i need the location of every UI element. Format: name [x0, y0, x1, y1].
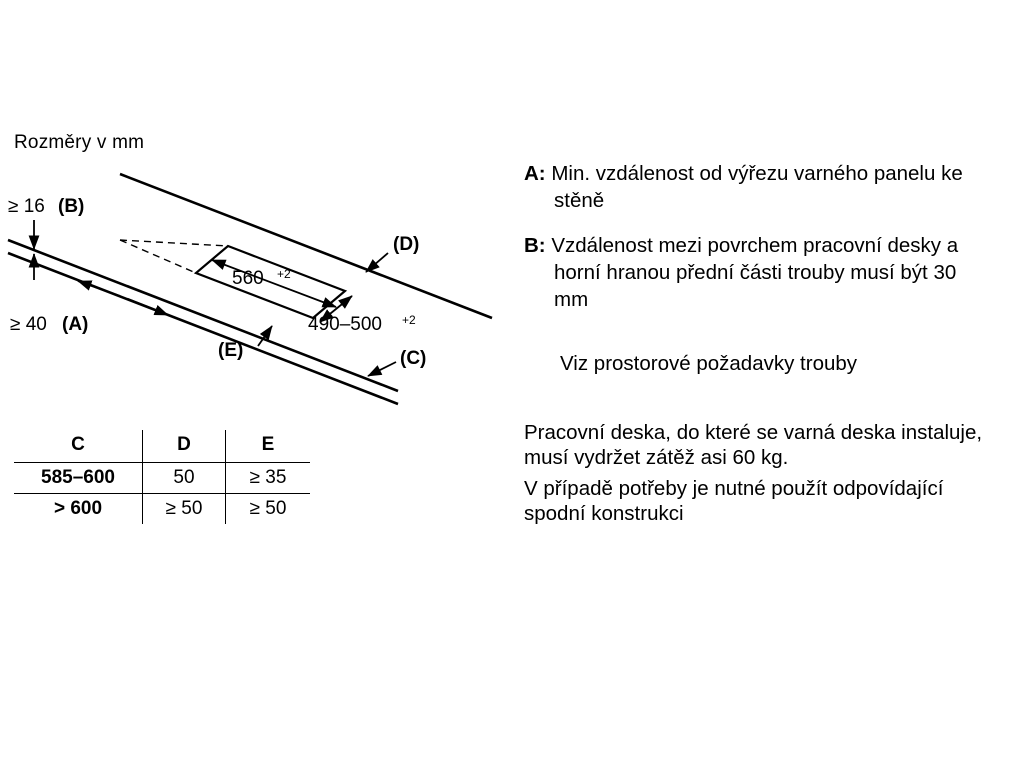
worktop-load-note-para2: V případě potřeby je nutné použít odpovídající spodní konstrukci [524, 477, 944, 525]
table-row [14, 494, 310, 525]
table-row [14, 463, 310, 494]
legend-b-text: Vzdálenost mezi povrchem pracovní desky a horní hranou přední části trouby musí být 30 mm [551, 234, 959, 311]
legend-b-key: B: [524, 234, 546, 257]
label-c-tag: (C) [400, 348, 427, 369]
clearance-table [14, 430, 310, 524]
cell-d-1: 50 [143, 463, 226, 494]
table-header-row [14, 430, 310, 463]
leader-d [366, 253, 388, 272]
cell-e-2: ≥ 50 [226, 494, 311, 525]
cell-e-1: ≥ 35 [226, 463, 311, 494]
legend-a-key: A: [524, 162, 546, 185]
label-b-tag: (B) [58, 196, 85, 217]
worktop-load-note [524, 420, 994, 526]
label-depth-490-500: 490–500 [308, 314, 382, 335]
cell-c-2: > 600 [53, 498, 103, 519]
cell-c-1: 585–600 [41, 467, 115, 488]
worktop-cutout-drawing [0, 150, 512, 430]
clearance-table-body [14, 463, 310, 525]
label-depth-tolerance: +2 [402, 313, 416, 327]
label-width-560: 560 [232, 268, 264, 289]
table-header-c: C [71, 434, 85, 455]
label-width-tolerance: +2 [277, 267, 291, 281]
label-a-dimension: ≥ 40 [10, 314, 47, 335]
legend-entry-a [524, 160, 994, 214]
worktop-load-note-para1: Pracovní deska, do které se varná deska instaluje, musí vydržet zátěž asi 60 kg. [524, 421, 983, 469]
table-header-e: E [226, 430, 311, 463]
legend-a-text: Min. vzdálenost od výřezu varného panelu ke stěně [551, 162, 963, 212]
clearance-table-head [14, 430, 310, 463]
cutout-guide-dashed-top [120, 240, 196, 273]
label-d-tag: (D) [393, 234, 420, 255]
cutout-guide-dashed-left [120, 240, 228, 246]
dim-a-arrow-right [128, 299, 168, 315]
cell-d-2: ≥ 50 [143, 494, 226, 525]
dim-560-line [212, 260, 336, 307]
table-header-d: D [143, 430, 226, 463]
label-b-dimension: ≥ 16 [8, 196, 45, 217]
legend-oven-note: Viz prostorové požadavky trouby [560, 352, 858, 375]
dim-a-arrow-left [78, 281, 120, 296]
leader-c [368, 362, 396, 376]
leader-e [258, 326, 272, 346]
legend-entry-b [524, 232, 994, 313]
label-a-tag: (A) [62, 314, 89, 335]
label-e-tag: (E) [218, 340, 244, 361]
legend-panel [524, 0, 1024, 768]
dimensions-heading: Rozměry v mm [14, 132, 145, 153]
